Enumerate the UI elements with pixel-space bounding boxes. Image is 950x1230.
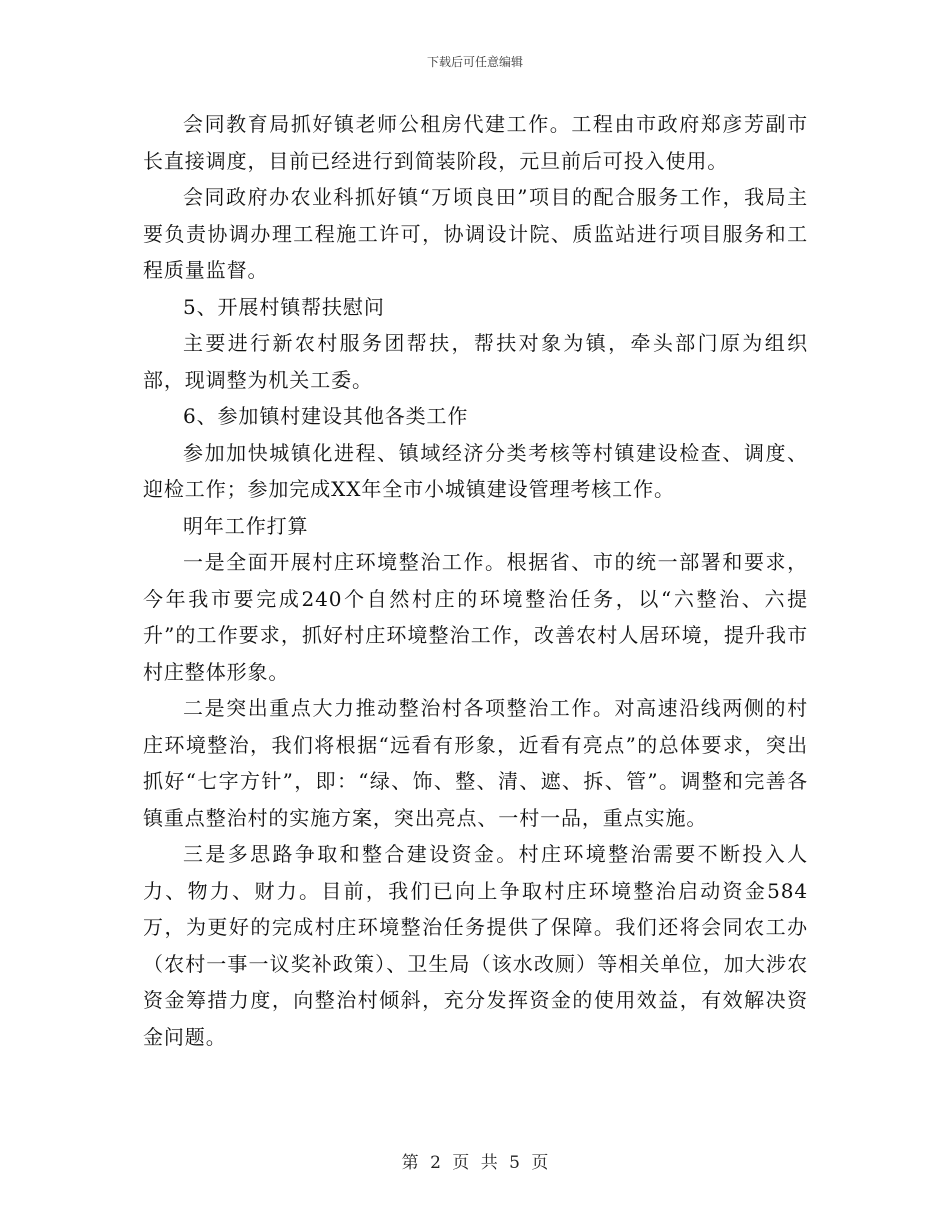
paragraph: 一是全面开展村庄环境整治工作。根据省、市的统一部署和要求，今年我市要完成240个自然村庄的环境整治任务，以“六整治、六提升”的工作要求，抓好村庄环境整治工作，改善农村人居环境，提升我市村庄整体形象。 [143,550,808,684]
document-body [143,106,808,1055]
paragraph: 主要进行新农村服务团帮扶，帮扶对象为镇，牵头部门原为组织部，现调整为机关工委。 [143,331,808,392]
page-number: 第 2 页 共 5 页 [401,1153,549,1173]
page-header: 下载后可任意编辑 [426,55,523,69]
paragraph: 会同政府办农业科抓好镇“万顷良田”项目的配合服务工作，我局主要负责协调办理工程施工许可，协调设计院、质监站进行项目服务和工程质量监督。 [143,185,808,282]
paragraph: 参加加快城镇化进程、镇域经济分类考核等村镇建设检查、调度、迎检工作；参加完成XX年全市小城镇建设管理考核工作。 [143,440,808,501]
section-heading: 明年工作打算 [183,513,309,538]
paragraph: 三是多思路争取和整合建设资金。村庄环境整治需要不断投入人力、物力、财力。目前，我们已向上争取村庄环境整治启动资金584万，为更好的完成村庄环境整治任务提供了保障。我们还将会同农工办（农村一事一议奖补政策）、卫生局（该水改厕）等相关单位，加大涉农资金筹措力度，向整治村倾斜，充分发挥资金的使用效益，有效解决资金问题。 [143,842,808,1049]
section-heading: 6、参加镇村建设其他各类工作 [183,404,469,428]
paragraph: 二是突出重点大力推动整治村各项整治工作。对高速沿线两侧的村庄环境整治，我们将根据“远看有形象，近看有亮点”的总体要求，突出抓好“七字方针”，即：“绿、饰、整、清、遮、拆、管”。调整和完善各镇重点整治村的实施方案，突出亮点、一村一品，重点实施。 [143,696,808,830]
paragraph: 会同教育局抓好镇老师公租房代建工作。工程由市政府郑彦芳副市长直接调度，目前已经进行到简装阶段，元旦前后可投入使用。 [143,112,808,173]
section-heading: 5、开展村镇帮扶慰问 [183,294,385,319]
